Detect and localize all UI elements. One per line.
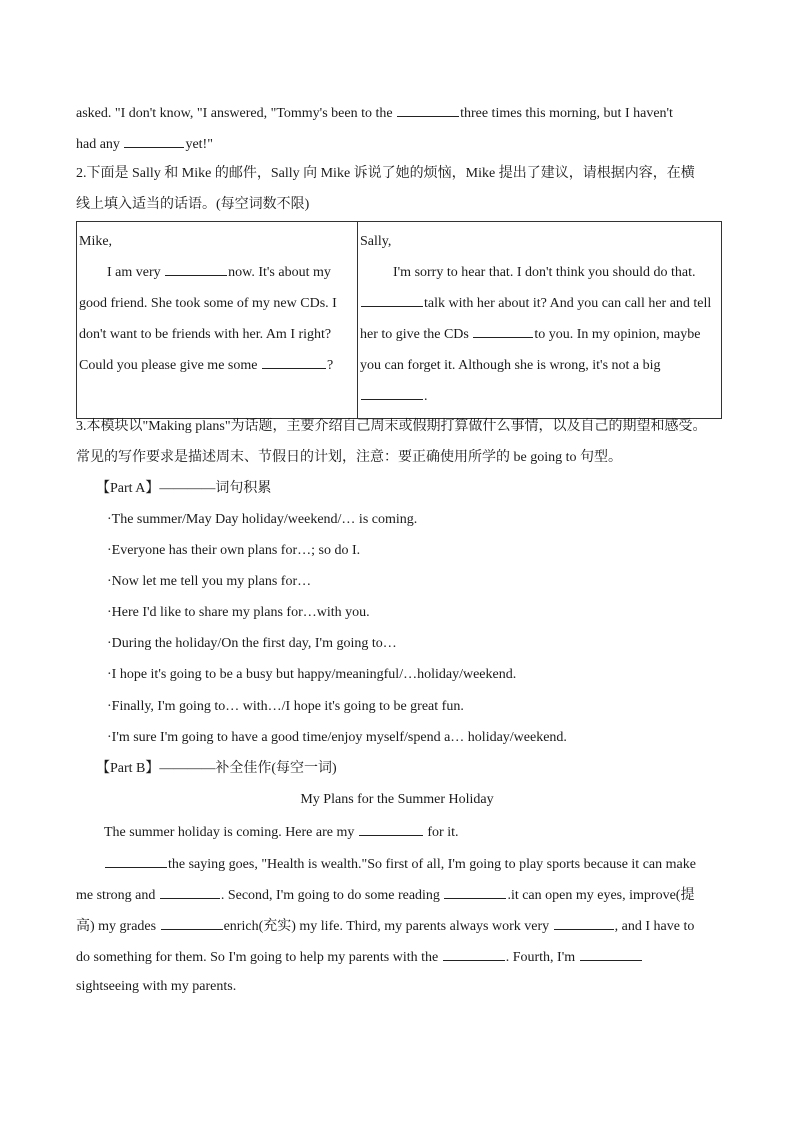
text-span: . Second, I'm going to do some reading: [220, 888, 440, 903]
text-span: .: [424, 389, 428, 404]
answer-blank[interactable]: [359, 821, 423, 836]
email-greeting: Sally,: [360, 234, 392, 249]
essay-line: [76, 946, 721, 968]
email-line: [79, 350, 355, 381]
text-span: ?: [326, 358, 334, 373]
phrase-item: ·Everyone has their own plans for…; so do I.: [107, 543, 361, 558]
answer-blank[interactable]: [161, 915, 223, 930]
text-span: for it.: [427, 825, 459, 840]
question-2-instructions: [76, 164, 721, 184]
essay-title: My Plans for the Summer Holiday: [300, 792, 494, 807]
email-line: don't want to be friends with her. Am I right?: [79, 327, 332, 342]
question-3-instructions: [76, 417, 721, 437]
phrase-item: ·Here I'd like to share my plans for…with you.: [107, 605, 370, 620]
email-line: [360, 319, 719, 350]
answer-blank[interactable]: [165, 261, 227, 276]
email-line: [79, 257, 355, 288]
answer-blank[interactable]: [361, 292, 423, 307]
text-span: her to give the CDs: [360, 327, 469, 342]
email-greeting: Mike,: [79, 234, 113, 249]
phrase-item: ·During the holiday/On the first day, I'm going to…: [107, 636, 397, 651]
text-line: [76, 133, 721, 155]
answer-blank[interactable]: [580, 946, 642, 961]
text-span: 高) my grades: [76, 919, 157, 934]
text-span: now. It's about my: [228, 265, 331, 280]
text-span: talk with her about it? And you can call her and tell: [424, 296, 712, 311]
email-line: you can forget it. Although she is wrong, it's not a big: [360, 358, 661, 373]
text-span: 线上填入适当的话语。(每空词数不限): [76, 197, 310, 212]
essay-line: [76, 915, 721, 937]
essay-line: sightseeing with my parents.: [76, 979, 237, 994]
text-span: I am very: [107, 265, 161, 280]
text-span: yet!": [185, 137, 213, 152]
text-span: 2.下面是 Sally 和 Mike 的邮件，Sally 向 Mike 诉说了她的烦恼，Mike 提出了建议，请根据内容，在横: [76, 166, 695, 181]
text-span: . Fourth, I'm: [505, 950, 576, 965]
answer-blank[interactable]: [473, 323, 533, 338]
text-span: , and I have to: [614, 919, 695, 934]
answer-blank[interactable]: [397, 102, 459, 117]
text-span: had any: [76, 137, 120, 152]
email-line: [360, 288, 719, 319]
phrase-item: ·Finally, I'm going to… with…/I hope it's going to be great fun.: [107, 699, 464, 714]
answer-blank[interactable]: [361, 385, 423, 400]
answer-blank[interactable]: [262, 354, 326, 369]
phrase-item: ·I hope it's going to be a busy but happy/meaningful/…holiday/weekend.: [107, 667, 517, 682]
part-a-heading: 【Part A】————词句积累: [96, 481, 272, 496]
answer-blank[interactable]: [443, 946, 505, 961]
answer-blank[interactable]: [554, 915, 614, 930]
text-span: three times this morning, but I haven't: [460, 106, 673, 121]
email-line: good friend. She took some of my new CDs. I: [79, 296, 337, 311]
phrase-item: ·The summer/May Day holiday/weekend/… is coming.: [107, 512, 418, 527]
part-b-heading: 【Part B】————补全佳作(每空一词): [96, 761, 337, 776]
text-line: [76, 102, 721, 124]
text-span: enrich(充实) my life. Third, my parents always work very: [223, 919, 550, 934]
question-2-instructions-cont: [76, 195, 721, 215]
text-span: Could you please give me some: [79, 358, 258, 373]
text-span: 常见的写作要求是描述周末、节假日的计划，注意：要正确使用所学的 be going to 句型。: [76, 450, 622, 465]
text-span: do something for them. So I'm going to help my parents with the: [76, 950, 439, 965]
text-span: The summer holiday is coming. Here are my: [104, 825, 355, 840]
answer-blank[interactable]: [444, 884, 506, 899]
essay-line: [104, 821, 749, 843]
text-span: the saying goes, "Health is wealth."So first of all, I'm going to play sports because it can make: [168, 857, 696, 872]
essay-line: [104, 853, 749, 875]
email-table: [76, 221, 722, 419]
text-span: to you. In my opinion, maybe: [534, 327, 701, 342]
question-3-instructions-cont: [76, 448, 721, 468]
email-line: I'm sorry to hear that. I don't think you should do that.: [393, 265, 696, 280]
text-span: .it can open my eyes, improve(提: [507, 888, 695, 903]
answer-blank[interactable]: [105, 853, 167, 868]
text-span: 3.本模块以"Making plans"为话题，主要介绍自己周末或假期打算做什么事情，以及自己的期望和感受。: [76, 419, 707, 434]
email-line: [360, 381, 719, 412]
phrase-item: ·Now let me tell you my plans for…: [107, 574, 312, 589]
email-from-mike: [358, 222, 722, 419]
phrase-item: ·I'm sure I'm going to have a good time/enjoy myself/spend a… holiday/weekend.: [107, 730, 567, 745]
answer-blank[interactable]: [124, 133, 184, 148]
text-span: me strong and: [76, 888, 156, 903]
answer-blank[interactable]: [160, 884, 220, 899]
essay-line: [76, 884, 721, 906]
text-span: asked. "I don't know, "I answered, "Tommy's been to the: [76, 106, 393, 121]
email-from-sally: [77, 222, 358, 419]
